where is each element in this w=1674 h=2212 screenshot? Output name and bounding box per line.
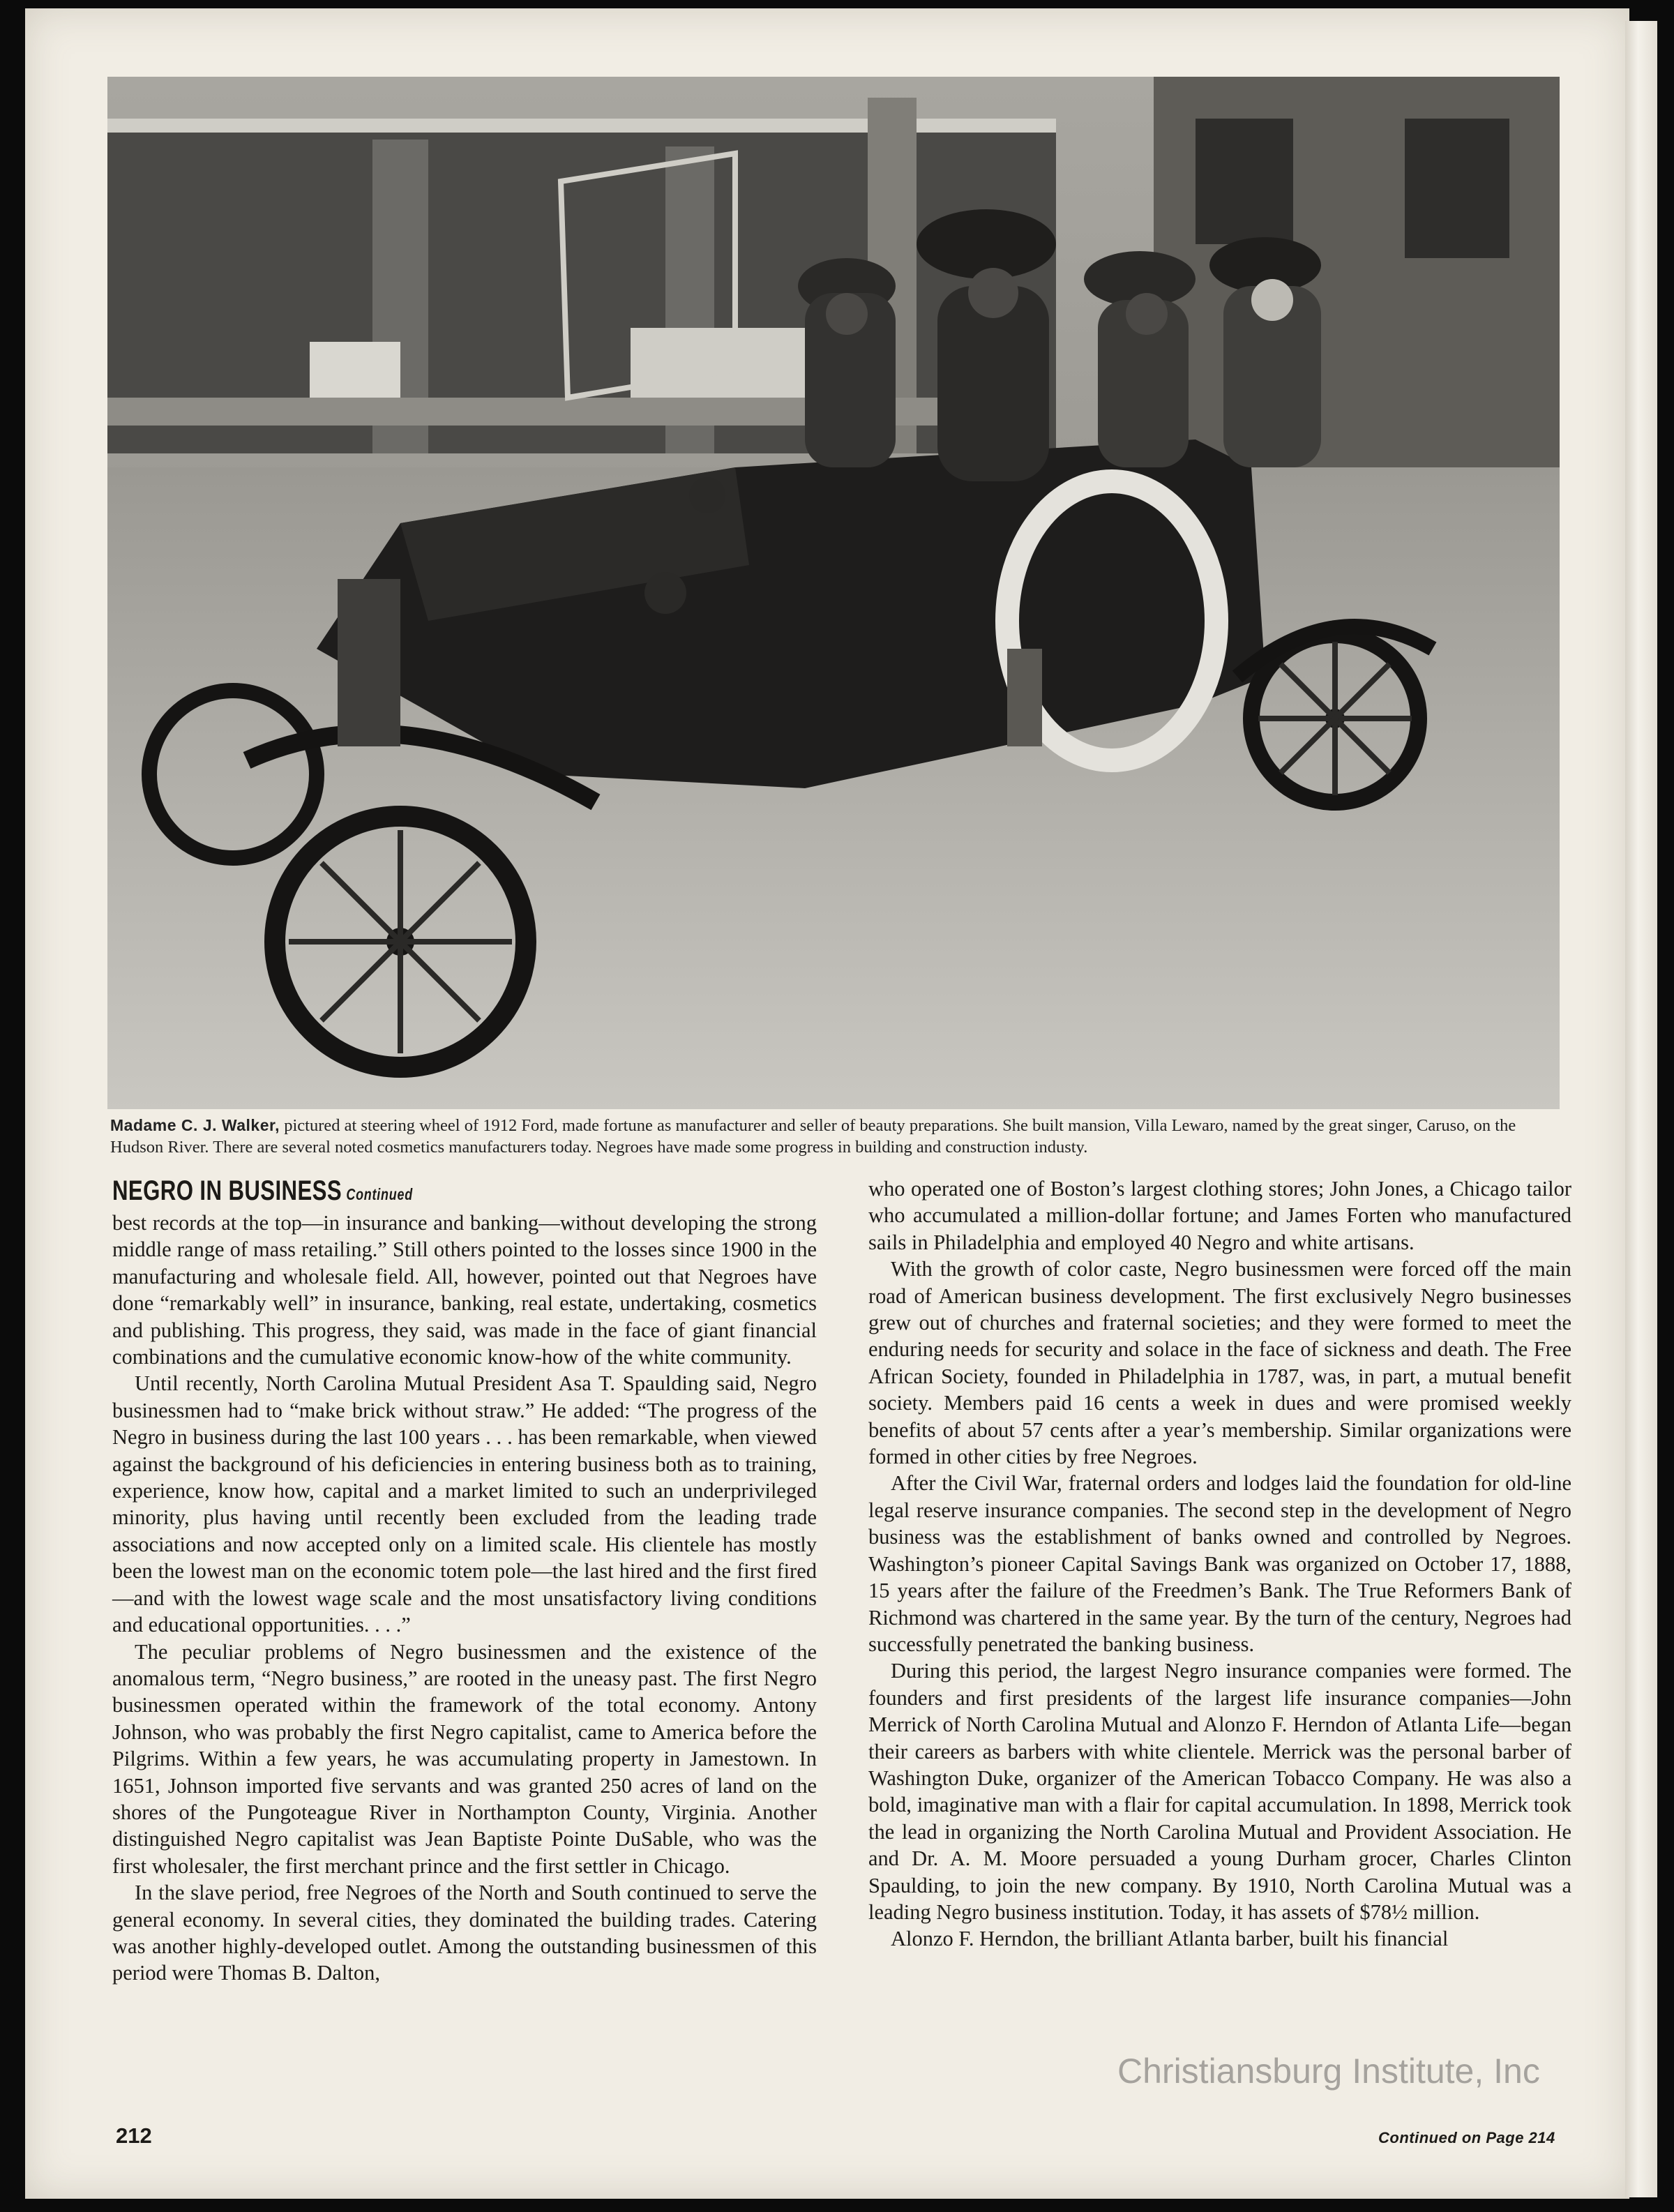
paragraph: In the slave period, free Negroes of the North and South continued to serve the general economy. In several cities, they dominated the building trades. Catering was another highly-developed outlet. Among the outstanding businessmen of this period were Thomas B. Dalton,	[112, 1881, 817, 1985]
paragraph: With the growth of color caste, Negro businessmen were forced off the main road of American business development. The first exclusively Negro businesses grew out of churches and fraternal societies; and they were formed to meet the enduring needs for security and solace in the face of sickness and death. The Free African Society, founded in Philadelphia in 1787, was, in part, a mutual benefit society. Members paid 16 cents a week in dues and were promised weekly benefits of about 57 cents after a year’s membership. Similar organizations were formed in other cities by free Negroes.	[868, 1257, 1571, 1469]
watermark: Christiansburg Institute, Inc	[1117, 2052, 1540, 2091]
page-number: 212	[116, 2123, 152, 2148]
paragraph: The peculiar problems of Negro businessmen and the existence of the anomalous term, “Negro business,” are rooted in the uneasy past. The first Negro businessmen operated within the framework of the total economy. Antony Johnson, who was probably the first Negro capitalist, came to America before the Pilgrims. Within a few years, he was accumulating property in Jamestown. In 1651, Johnson imported five servants and was granted 250 acres of land on the shores of the Pungoteague River in Northampton County, Virginia. Another distinguished Negro capitalist was Jean Baptiste Pointe DuSable, who was the first wholesaler, the first merchant prince and the first settler in Chicago.	[112, 1639, 817, 1878]
paragraph: During this period, the largest Negro insurance companies were formed. The founders and first presidents of the largest life insurance companies—John Merrick of North Carolina Mutual and Alonzo F. Herndon of Atlanta Life—began their careers as barbers with white clientele. Merrick was the personal barber of Washington Duke, organizer of the American Tobacco Company. He was also a bold, imaginative man with a flair for capital accumulation. In 1898, Merrick took the lead in organizing the North Carolina Mutual and Provident Association. He and Dr. A. M. Moore persuaded a young Durham grocer, Charles Clinton Spaulding, to join the new company. By 1910, North Carolina Mutual was a leading Negro business institution. Today, it has assets of $78½ million.	[868, 1659, 1571, 1924]
continued-tag: Continued	[346, 1185, 414, 1203]
paragraph: Until recently, North Carolina Mutual President Asa T. Spaulding said, Negro businessmen had to “make brick without straw.” He added: “The progress of the Negro in business during the last 100 years . . . has been remarkable, when viewed against the background of his deficiencies in entering business both as to training, experience, know how, capital and a market limited to such an underprivileged minority, plus having until recently been excluded from the leading trade associations and now accepted only on a limited scale. His clientele has mostly been the lowest man on the economic totem pole—the last hired and the first fired—and with the lowest wage scale and the most unsatisfactory living conditions and educational opportunities. . . .”	[112, 1371, 817, 1637]
photo-caption	[110, 1115, 1564, 1158]
paragraph: Alonzo F. Herndon, the brilliant Atlanta barber, built his financial	[891, 1927, 1449, 1951]
headline-text: NEGRO IN BUSINESS	[112, 1175, 342, 1206]
photo-illustration	[107, 77, 1560, 1109]
photo-madame-walker-car	[107, 77, 1560, 1109]
caption-text: pictured at steering wheel of 1912 Ford, made fortune as manufacturer and seller of beauty preparations. She built mansion, Villa Lewaro, named by the great singer, Caruso, on the Hudson River. There are several noted cosmetics manufacturers today. Negroes have made some progress in building and construction industy.	[110, 1116, 1516, 1157]
continued-on-page: Continued on Page 214	[1378, 2129, 1555, 2146]
paragraph: After the Civil War, fraternal orders and lodges laid the foundation for old-line legal reserve insurance companies. The second step in the development of Negro business was the establishment of banks owned and controlled by Negroes. Washington’s pioneer Capital Savings Bank was organized on October 17, 1888, 15 years after the failure of the Freedmen’s Bank. The True Reformers Bank of Richmond was chartered in the same year. By the turn of the century, Negroes had successfully penetrated the banking business.	[868, 1471, 1571, 1656]
paragraph: who operated one of Boston’s largest clothing stores; John Jones, a Chicago tailor who accumulated a million-dollar fortune; and James Forten who manufactured sails in Philadelphia and employed 40 Negro and white artisans.	[868, 1177, 1571, 1254]
caption-lead: Madame C. J. Walker,	[110, 1116, 280, 1134]
article-headline	[112, 1175, 662, 1210]
page-edge	[1625, 21, 1657, 2197]
article-column-right	[868, 1175, 1571, 1953]
article-column-left	[112, 1175, 817, 1987]
paragraph: best records at the top—in insurance and banking—without developing the strong middle range of mass retailing.” Still others pointed to the losses since 1900 in the manufacturing and wholesale field. All, however, pointed out that Negroes have done “remarkably well” in insurance, banking, real estate, undertaking, cosmetics and publishing. This progress, they said, was made in the face of giant financial combinations and the cumulative economic know-how of the white community.	[112, 1211, 817, 1369]
